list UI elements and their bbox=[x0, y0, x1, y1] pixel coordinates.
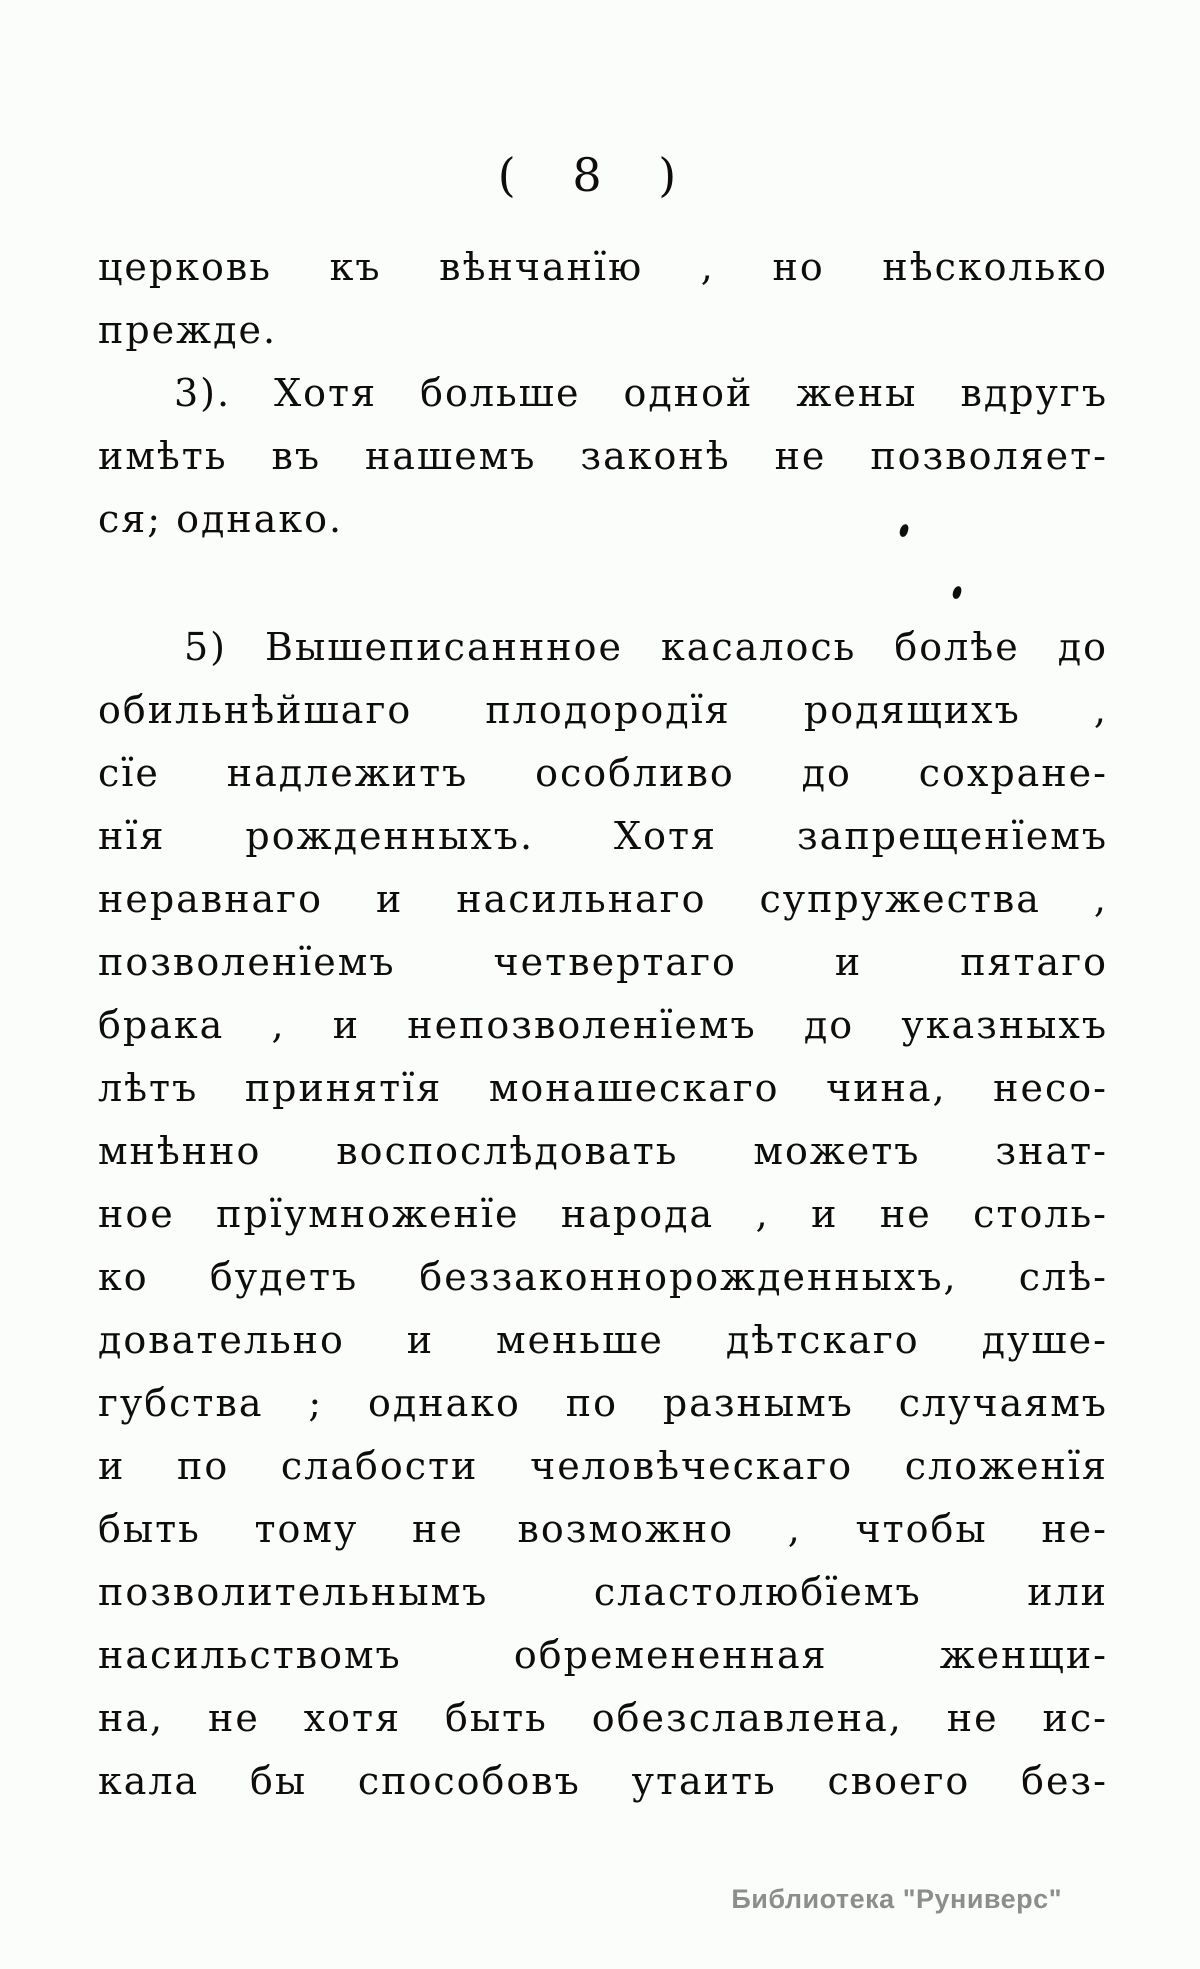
page-number: ( 8 ) bbox=[497, 148, 683, 202]
text-line: нїя рожденныхъ. Хотя запрещенїемъ bbox=[98, 814, 1108, 858]
text-line: ное прїумноженїе народа , и не столь- bbox=[98, 1192, 1108, 1236]
text-line: прежде. bbox=[98, 308, 278, 352]
library-watermark: Библиотека "Руниверс" bbox=[731, 1884, 1062, 1914]
text-line: сїе надлежитъ особливо до сохране- bbox=[98, 751, 1108, 795]
text-line: имѣть въ нашемъ законѣ не позволяет- bbox=[98, 434, 1108, 478]
text-line: ся; однако. bbox=[98, 497, 344, 541]
text-line: на, не хотя быть обезславлена, не ис- bbox=[98, 1696, 1108, 1740]
text-line: церковь къ вѣнчанїю , но нѣсколько bbox=[98, 245, 1108, 289]
text-line: позволительнымъ сластолюбїемъ или bbox=[98, 1570, 1108, 1614]
text-line: губства ; однако по разнымъ случаямъ bbox=[98, 1381, 1108, 1425]
text-line: довательно и меньше дѣтскаго душе- bbox=[98, 1318, 1108, 1362]
text-line: позволенїемъ четвертаго и пятаго bbox=[98, 940, 1108, 984]
text-line: быть тому не возможно , чтобы не- bbox=[98, 1507, 1108, 1551]
text-line: и по слабости человѣческаго сложенїя bbox=[98, 1444, 1108, 1488]
body-text-block bbox=[98, 236, 1108, 1813]
text-line: насильствомъ обремененная женщи- bbox=[98, 1633, 1108, 1677]
text-line: обильнѣйшаго плодородїя родящихъ , bbox=[98, 688, 1108, 732]
text-line: кала бы способовъ утаить своего без- bbox=[98, 1759, 1108, 1803]
text-line: неравнаго и насильнаго супружества , bbox=[98, 877, 1108, 921]
text-line: 3). Хотя больше одной жены вдругъ bbox=[174, 371, 1108, 415]
text-line: ко будетъ беззаконнорожденныхъ, слѣ- bbox=[98, 1255, 1108, 1299]
text-line: 5) Вышеписаннное касалось болѣе до bbox=[184, 625, 1108, 669]
text-line: мнѣнно воспослѣдовать можетъ знат- bbox=[98, 1129, 1108, 1173]
text-line: брака , и непозволенїемъ до указныхъ bbox=[98, 1003, 1108, 1047]
text-line: лѣтъ принятїя монашескаго чина, несо- bbox=[98, 1066, 1108, 1110]
